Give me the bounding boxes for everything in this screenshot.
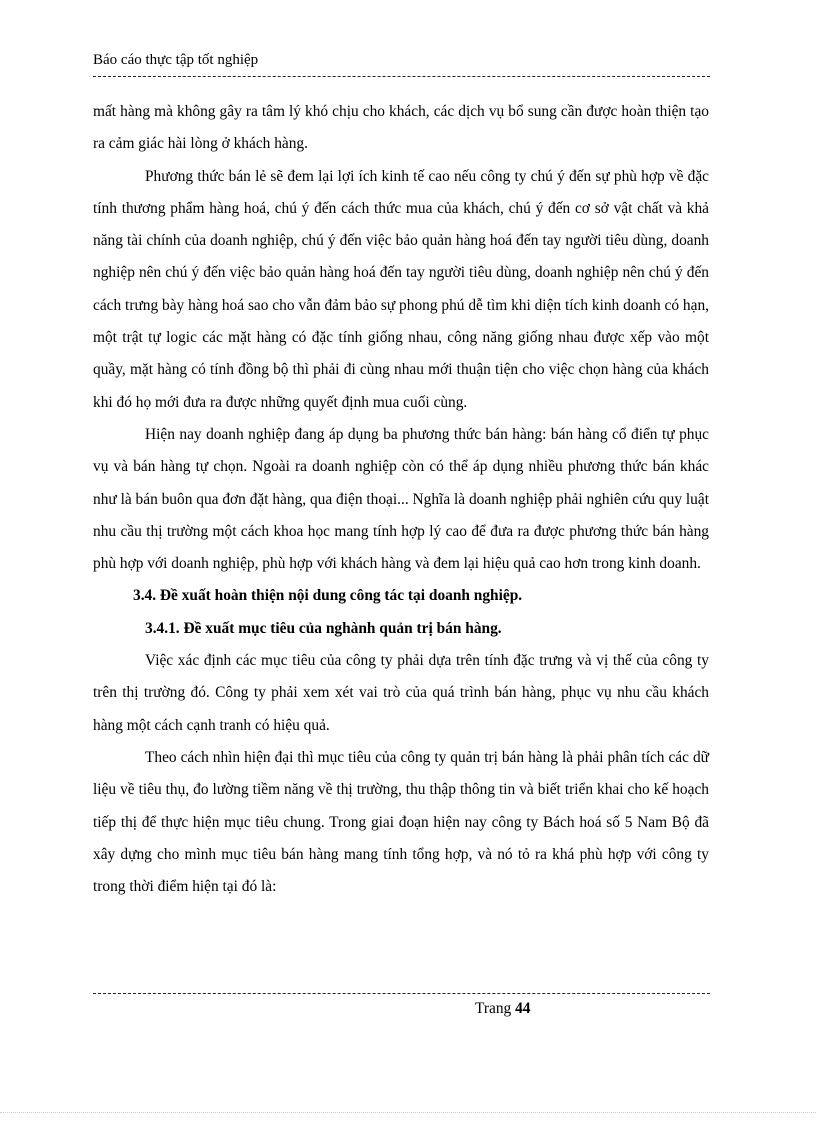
page-edge-divider [0,1112,816,1113]
footer-divider [93,993,710,994]
subsection-heading-3-4-1: 3.4.1. Đề xuất mục tiêu của nghành quản trị bán hàng. [145,619,502,637]
paragraph-objectives: Việc xác định các mục tiêu của công ty phải dựa trên tính đặc trưng và vị thế của công ty trên thị trường đó. Công ty phải xem xét vai trò của quá trình bán hàng, phục vụ nhu cầu khách hàng một cách cạnh tranh có hiệu quả. [93,652,709,734]
page-footer [475,999,530,1019]
document-body [93,96,709,903]
paragraph-modern-view: Theo cách nhìn hiện đại thì mục tiêu của công ty quản trị bán hàng là phải phân tích các dữ liệu về tiêu thụ, đo lường tiềm năng về thị trường, thu thập thông tin và biết triển khai cho kế hoạch tiếp thị để thực hiện mục tiêu chung. Trong giai đoạn hiện nay công ty Bách hoá số 5 Nam Bộ đã xây dựng cho mình mục tiêu bán hàng mang tính tổng hợp, và nó tỏ ra khá phù hợp với công ty trong thời điểm hiện tại đó là: [93,748,709,896]
header-divider [93,76,710,77]
paragraph-continued: mất hàng mà không gây ra tâm lý khó chịu cho khách, các dịch vụ bổ sung cần được hoàn thiện tạo ra cảm giác hài lòng ở khách hàng. [93,103,709,153]
paragraph-current-methods: Hiện nay doanh nghiệp đang áp dụng ba phương thức bán hàng: bán hàng cổ điển tự phục vụ và bán hàng tự chọn. Ngoài ra doanh nghiệp còn có thể áp dụng nhiều phương thức bán khác như là bán buôn qua đơn đặt hàng, qua điện thoại... Nghĩa là doanh nghiệp phải nghiên cứu quy luật nhu cầu thị trường một cách khoa học mang tính hợp lý cao để đưa ra được phương thức bán hàng phù hợp với doanh nghiệp, phù hợp với khách hàng và đem lại hiệu quả cao hơn trong kinh doanh. [93,425,709,573]
section-heading-3-4: 3.4. Đề xuất hoàn thiện nội dung công tác tại doanh nghiệp. [133,587,523,605]
running-header-title: Báo cáo thực tập tốt nghiệp [93,52,259,68]
page-number: 44 [515,1000,531,1017]
paragraph-retail-method: Phương thức bán lẻ sẽ đem lại lợi ích kinh tế cao nếu công ty chú ý đến sự phù hợp về đặc tính thương phẩm hàng hoá, chú ý đến cách thức mua của khách, chú ý đến cơ sở vật chất và khả năng tài chính của doanh nghiệp, chú ý đến việc bảo quản hàng hoá đến tay người tiêu dùng, doanh nghiệp nên chú ý đến việc bảo quản hàng hoá đến tay người tiêu dùng, doanh nghiệp nên chú ý đến cách trưng bày hàng hoá sao cho vẫn đảm bảo sự phong phú dễ tìm khi diện tích kinh doanh có hạn, một trật tự logic các mặt hàng có đặc tính giống nhau, công năng giống nhau được xếp vào một quầy, mặt hàng có tính đồng bộ thì phải đi cùng nhau mới thuận tiện cho việc chọn hàng của khách khi đó họ mới đưa ra được những quyết định mua cuối cùng. [93,167,709,411]
page-label: Trang [475,1000,512,1017]
